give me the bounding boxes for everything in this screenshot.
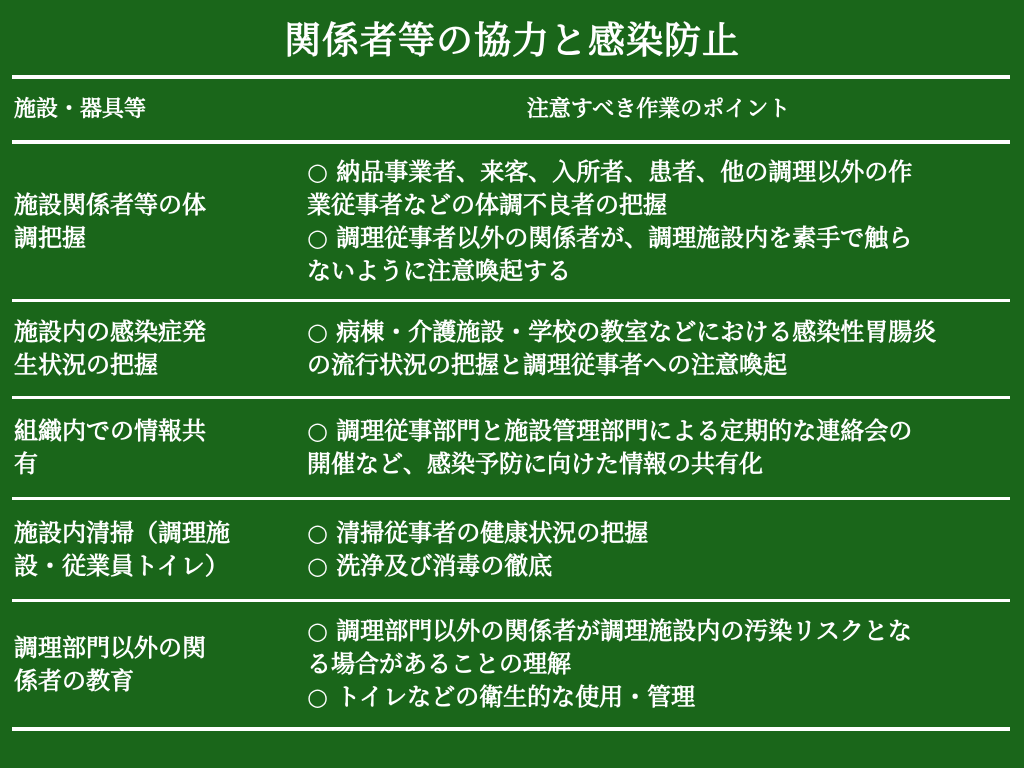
header-left-label: 施設・器具等 [14, 97, 147, 122]
row-points-cell [307, 500, 1010, 599]
row-facility-text: 施設内清掃（調理施 [14, 518, 230, 547]
row-facility-cell [14, 144, 299, 299]
row-facility-cell [14, 602, 299, 727]
table-row [12, 399, 1010, 497]
header-right-label: 注意すべき作業のポイント [526, 97, 791, 122]
bottom-rule [12, 727, 1010, 731]
header-right-cell [307, 79, 1010, 140]
row-point-text: ないように注意喚起する [307, 256, 571, 285]
header-left-cell [14, 79, 299, 140]
row-facility-text: 設・従業員トイレ） [14, 551, 229, 580]
row-points-cell [307, 602, 1010, 727]
row-facility-text: 施設関係者等の体 [14, 190, 206, 219]
row-point-text: ○ トイレなどの衛生的な使用・管理 [307, 683, 696, 711]
row-points-cell [307, 302, 1010, 396]
row-point-text: ○ 調理従事部門と施設管理部門による定期的な連絡会の [307, 417, 913, 445]
row-point-text: 開催など、感染予防に向けた情報の共有化 [307, 450, 763, 478]
row-point-text: の流行状況の把握と調理従事者への注意喚起 [307, 351, 787, 379]
row-point-text: ○ 調理従事者以外の関係者が、調理施設内を素手で触ら [307, 223, 913, 252]
row-points-cell [307, 399, 1010, 497]
table-row [12, 302, 1010, 396]
row-point-text: ○ 清掃従事者の健康状況の把握 [307, 518, 649, 547]
table-header [12, 79, 1010, 140]
row-facility-cell [14, 302, 299, 396]
row-point-text: ○ 病棟・介護施設・学校の教室などにおける感染性胃腸炎 [307, 318, 937, 346]
row-point-text: ○ 洗浄及び消毒の徹底 [307, 551, 553, 580]
table-row [12, 144, 1010, 299]
row-point-text: ○ 納品事業者、来客、入所者、患者、他の調理以外の作 [307, 157, 913, 186]
row-point-text: ○ 調理部門以外の関係者が調理施設内の汚染リスクとな [307, 617, 912, 645]
row-facility-text: 組織内での情報共 [14, 417, 206, 445]
row-facility-text: 調把握 [14, 223, 86, 252]
table-row [12, 500, 1010, 599]
row-point-text: 業従事者などの体調不良者の把握 [307, 190, 667, 219]
row-facility-cell [14, 500, 299, 599]
row-facility-text: 生状況の把握 [14, 351, 158, 379]
row-facility-text: 有 [14, 450, 38, 478]
table-row [12, 602, 1010, 727]
row-facility-cell [14, 399, 299, 497]
slide-title: 関係者等の協力と感染防止 [284, 19, 740, 62]
row-facility-text: 施設内の感染症発 [14, 318, 206, 346]
row-facility-text: 調理部門以外の関 [14, 633, 206, 662]
row-points-cell [307, 144, 1010, 299]
row-facility-text: 係者の教育 [14, 666, 134, 695]
row-point-text: る場合があることの理解 [307, 650, 571, 678]
